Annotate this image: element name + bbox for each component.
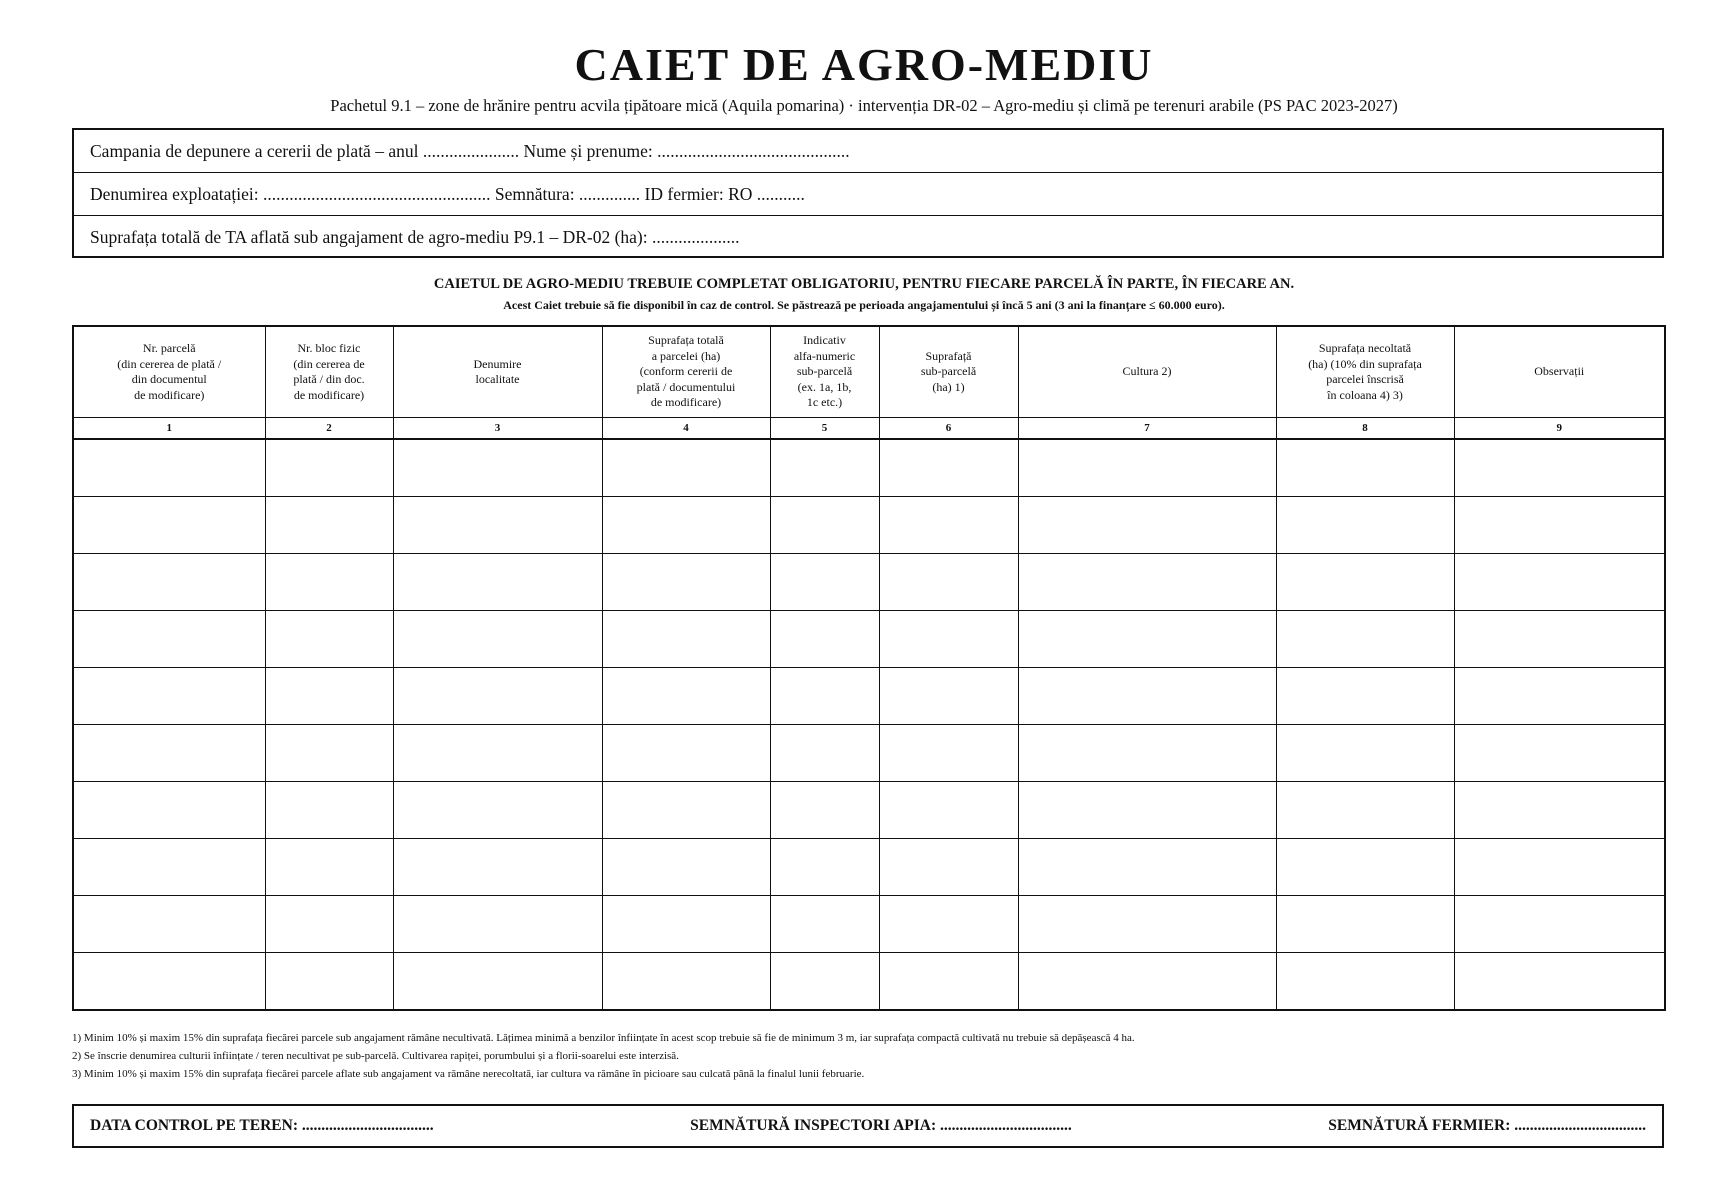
table-row xyxy=(73,668,1665,725)
table-cell[interactable] xyxy=(602,953,770,1011)
col-header-unharvested-area: Suprafața necoltată (ha) (10% din suprafața parcelei înscrisă în coloana 4) 3) xyxy=(1276,326,1454,418)
table-cell[interactable] xyxy=(770,439,879,497)
table-row xyxy=(73,497,1665,554)
table-row xyxy=(73,953,1665,1011)
table-cell[interactable] xyxy=(1018,611,1276,668)
table-cell[interactable] xyxy=(265,668,393,725)
table-cell[interactable] xyxy=(265,611,393,668)
table-row xyxy=(73,896,1665,953)
table-row xyxy=(73,725,1665,782)
info-row-exploitation[interactable]: Denumirea exploatației: .................................................... Semnătura: .............. ID fermier: RO ........... xyxy=(74,173,1662,216)
table-cell[interactable] xyxy=(879,725,1018,782)
table-cell[interactable] xyxy=(602,554,770,611)
table-cell[interactable] xyxy=(265,896,393,953)
table-cell[interactable] xyxy=(1276,439,1454,497)
inspectors-signature-field[interactable]: SEMNĂTURĂ INSPECTORI APIA: .................................. xyxy=(690,1117,1072,1134)
table-cell[interactable] xyxy=(1276,725,1454,782)
table-cell[interactable] xyxy=(770,611,879,668)
table-cell[interactable] xyxy=(265,497,393,554)
table-cell[interactable] xyxy=(1276,554,1454,611)
table-cell[interactable] xyxy=(1454,839,1665,896)
info-row-campaign[interactable]: Campania de depunere a cererii de plată – anul ...................... Nume și prenume: ............................................ xyxy=(74,130,1662,173)
table-cell[interactable] xyxy=(1018,554,1276,611)
footnote-1: 1) Minim 10% și maxim 15% din suprafața fiecărei parcele sub angajament rămâne necultivată. Lățimea minimă a benzilor înființate în acest scop trebuie să fie de minimum 3 m, iar suprafața compactă cultivată nu trebuie să depășească 4 ha. xyxy=(72,1032,1135,1044)
table-cell[interactable] xyxy=(770,896,879,953)
table-cell[interactable] xyxy=(73,953,265,1011)
farmer-info-box xyxy=(72,128,1664,258)
table-cell[interactable] xyxy=(393,896,602,953)
table-cell[interactable] xyxy=(770,782,879,839)
table-row xyxy=(73,611,1665,668)
table-cell[interactable] xyxy=(1454,896,1665,953)
table-cell[interactable] xyxy=(73,439,265,497)
table-cell[interactable] xyxy=(879,611,1018,668)
column-number: 5 xyxy=(770,418,879,440)
table-header-row xyxy=(73,326,1665,418)
table-cell[interactable] xyxy=(1276,782,1454,839)
col-header-subparcel-code: Indicativ alfa-numeric sub-parcelă (ex. 1a, 1b, 1c etc.) xyxy=(770,326,879,418)
column-number: 3 xyxy=(393,418,602,440)
table-cell[interactable] xyxy=(879,839,1018,896)
table-cell[interactable] xyxy=(393,953,602,1011)
column-number: 2 xyxy=(265,418,393,440)
table-cell[interactable] xyxy=(879,668,1018,725)
table-cell[interactable] xyxy=(602,439,770,497)
page-title: CAIET DE AGRO-MEDIU xyxy=(574,39,1154,90)
table-cell[interactable] xyxy=(73,839,265,896)
table-cell[interactable] xyxy=(1454,725,1665,782)
table-row xyxy=(73,439,1665,497)
table-cell[interactable] xyxy=(1454,439,1665,497)
column-number: 7 xyxy=(1018,418,1276,440)
table-cell[interactable] xyxy=(602,668,770,725)
table-cell[interactable] xyxy=(265,953,393,1011)
table-cell[interactable] xyxy=(73,497,265,554)
table-cell[interactable] xyxy=(602,725,770,782)
retention-notice: Acest Caiet trebuie să fie disponibil în caz de control. Se păstrează pe perioada angajamentului și încă 5 ani (3 ani la finanțare ≤ 60.000 euro). xyxy=(503,298,1225,312)
table-cell[interactable] xyxy=(602,611,770,668)
table-row xyxy=(73,554,1665,611)
parcel-table xyxy=(72,325,1666,1011)
table-cell[interactable] xyxy=(770,725,879,782)
column-number: 6 xyxy=(879,418,1018,440)
table-cell[interactable] xyxy=(265,725,393,782)
page-subtitle: Pachetul 9.1 – zone de hrănire pentru acvila țipătoare mică (Aquila pomarina) · intervenția DR-02 – Agro-mediu și climă pe terenuri arabile (PS PAC 2023-2027) xyxy=(330,96,1398,115)
table-cell[interactable] xyxy=(1454,668,1665,725)
table-cell[interactable] xyxy=(770,554,879,611)
table-cell[interactable] xyxy=(1018,953,1276,1011)
column-number: 9 xyxy=(1454,418,1665,440)
table-cell[interactable] xyxy=(1276,611,1454,668)
signature-box xyxy=(72,1104,1664,1148)
table-cell[interactable] xyxy=(1018,497,1276,554)
table-cell[interactable] xyxy=(393,439,602,497)
table-cell[interactable] xyxy=(1454,611,1665,668)
col-header-block-no: Nr. bloc fizic (din cererea de plată / din doc. de modificare) xyxy=(265,326,393,418)
table-cell[interactable] xyxy=(770,497,879,554)
column-number-row xyxy=(73,418,1665,440)
table-cell[interactable] xyxy=(1018,725,1276,782)
col-header-subparcel-area: Suprafață sub-parcelă (ha) 1) xyxy=(879,326,1018,418)
table-cell[interactable] xyxy=(602,839,770,896)
footnote-3: 3) Minim 10% și maxim 15% din suprafața fiecărei parcele aflate sub angajament va rămâne nerecoltată, iar cultura va rămâne în picioare sau culcată până la finalul lunii februarie. xyxy=(72,1068,865,1080)
farmer-signature-field[interactable]: SEMNĂTURĂ FERMIER: .................................. xyxy=(1328,1117,1646,1134)
table-cell[interactable] xyxy=(879,896,1018,953)
table-body xyxy=(73,439,1665,1010)
table-cell[interactable] xyxy=(393,554,602,611)
table-cell[interactable] xyxy=(393,839,602,896)
table-cell[interactable] xyxy=(1454,497,1665,554)
table-cell[interactable] xyxy=(1276,896,1454,953)
table-row xyxy=(73,839,1665,896)
table-cell[interactable] xyxy=(265,782,393,839)
table-cell[interactable] xyxy=(602,896,770,953)
col-header-observations: Observații xyxy=(1454,326,1665,418)
col-header-parcel-no: Nr. parcelă (din cererea de plată / din documentul de modificare) xyxy=(73,326,265,418)
table-cell[interactable] xyxy=(393,611,602,668)
table-cell[interactable] xyxy=(1276,839,1454,896)
control-date-field[interactable]: DATA CONTROL PE TEREN: .................................. xyxy=(90,1117,434,1134)
column-number: 8 xyxy=(1276,418,1454,440)
table-cell[interactable] xyxy=(1018,896,1276,953)
table-cell[interactable] xyxy=(770,668,879,725)
table-cell[interactable] xyxy=(602,782,770,839)
table-cell[interactable] xyxy=(879,554,1018,611)
table-cell[interactable] xyxy=(73,668,265,725)
table-cell[interactable] xyxy=(73,554,265,611)
table-cell[interactable] xyxy=(73,896,265,953)
footnotes xyxy=(72,1029,1664,1083)
table-cell[interactable] xyxy=(770,839,879,896)
table-cell[interactable] xyxy=(73,725,265,782)
col-header-locality: Denumire localitate xyxy=(393,326,602,418)
info-row-total-area[interactable]: Suprafața totală de TA aflată sub angajament de agro-mediu P9.1 – DR-02 (ha): .................... xyxy=(90,227,740,247)
table-cell[interactable] xyxy=(879,953,1018,1011)
table-cell[interactable] xyxy=(879,497,1018,554)
table-cell[interactable] xyxy=(1018,668,1276,725)
table-row xyxy=(73,782,1665,839)
table-cell[interactable] xyxy=(1454,554,1665,611)
table-cell[interactable] xyxy=(879,439,1018,497)
table-cell[interactable] xyxy=(393,782,602,839)
col-header-crop: Cultura 2) xyxy=(1018,326,1276,418)
table-cell[interactable] xyxy=(393,725,602,782)
table-cell[interactable] xyxy=(770,953,879,1011)
table-cell[interactable] xyxy=(265,439,393,497)
table-cell[interactable] xyxy=(879,782,1018,839)
table-cell[interactable] xyxy=(602,497,770,554)
table-cell[interactable] xyxy=(1018,782,1276,839)
footnote-2: 2) Se înscrie denumirea culturii înființate / teren necultivat pe sub-parcelă. Cultivarea rapiței, porumbului și a florii-soarelui este interzisă. xyxy=(72,1050,679,1062)
table-cell[interactable] xyxy=(73,782,265,839)
column-number: 1 xyxy=(73,418,265,440)
table-cell[interactable] xyxy=(1276,953,1454,1011)
table-cell[interactable] xyxy=(393,497,602,554)
col-header-total-area: Suprafața totală a parcelei (ha) (conform cererii de plată / documentului de modificare) xyxy=(602,326,770,418)
table-cell[interactable] xyxy=(265,839,393,896)
mandatory-notice: CAIETUL DE AGRO-MEDIU TREBUIE COMPLETAT OBLIGATORIU, PENTRU FIECARE PARCELĂ ÎN PARTE, ÎN FIECARE AN. xyxy=(433,276,1295,292)
column-number: 4 xyxy=(602,418,770,440)
table-cell[interactable] xyxy=(1018,839,1276,896)
table-cell[interactable] xyxy=(1454,782,1665,839)
table-cell[interactable] xyxy=(1454,953,1665,1011)
table-cell[interactable] xyxy=(1276,497,1454,554)
table-cell[interactable] xyxy=(73,611,265,668)
table-cell[interactable] xyxy=(1018,439,1276,497)
table-cell[interactable] xyxy=(265,554,393,611)
table-cell[interactable] xyxy=(393,668,602,725)
table-cell[interactable] xyxy=(1276,668,1454,725)
